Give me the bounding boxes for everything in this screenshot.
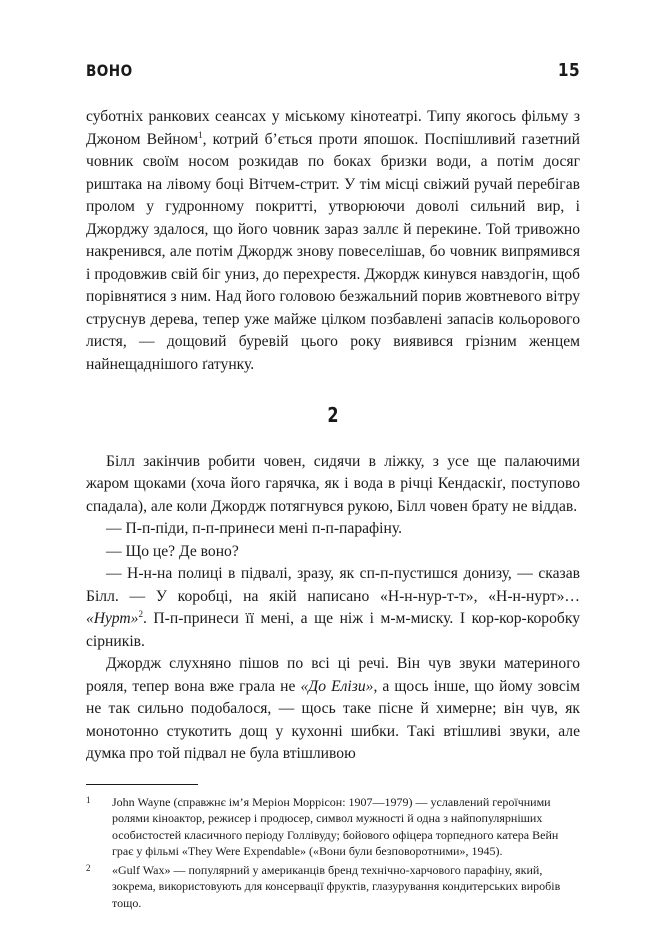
running-head bbox=[86, 60, 580, 84]
section-2-text bbox=[86, 451, 580, 766]
footnote-rule bbox=[86, 784, 198, 785]
italic-title: «Нурт» bbox=[86, 610, 139, 627]
text-run: Білл закінчив робити човен, сидячи в ліжку, з усе ще палаючими жаром щоками (хоча його гарячка, як і вода в річці Кендаскіґ, поступово спадала), але коли Джордж потягнувся рукою, Білл човен брату не віддав. bbox=[86, 452, 580, 515]
footnote-reference: 2 bbox=[138, 608, 143, 619]
paragraph bbox=[86, 563, 580, 653]
text-run: — Що це? Де воно? bbox=[106, 542, 239, 560]
paragraph bbox=[86, 518, 580, 541]
body-text bbox=[86, 106, 580, 766]
section-1-text bbox=[86, 106, 580, 376]
footnote-number: 2 bbox=[86, 862, 91, 873]
running-head-title: ВОНО bbox=[86, 61, 133, 80]
book-page bbox=[86, 60, 580, 913]
text-run: , а щось інше, що йому зовсім не так сильно подобалося, — щось таке пісне й химерне; він чув, як монотонно стукотить дощ у кухонні шибки. Такі втішливі звуки, але думка про той підвал не була втішливою bbox=[86, 677, 580, 762]
paragraph bbox=[86, 653, 580, 766]
footnote-number: 1 bbox=[86, 794, 91, 805]
paragraph bbox=[86, 451, 580, 519]
text-run: Джордж слухняно пішов по всі ці речі. Він чув звуки материного рояля, тепер вона вже грала не bbox=[86, 655, 580, 695]
text-run: — П-п-піди, п-п-принеси мені п-п-парафіну. bbox=[106, 520, 402, 537]
text-run: суботніх ранкових сеансах у міському кінотеатрі. Типу якогось фільму з Джоном Вейном bbox=[86, 108, 580, 148]
text-run: , котрий б’ється проти япошок. Поспішливий газетний човник своїм носом розкидав по боках бризки води, а потім досяг риштака на лівому боці Вітчем-стрит. У тім місці свіжий ручай перебігав пролом у гудронному покритті, утворюючи доволі сильний вир, і Джорджу здалося, що його човник зараз заллє й перекине. Той тривожно накренився, але потім Джордж знову повеселішав, бо човник випрямився і продовжив свій біг униз, до перехрестя. Джордж кинувся навздогін, щоб порівнятися з ним. Над його головою безжальний порив жовтневого вітру струснув дерева, тепер уже майже цілком позбавлені запасів кольорового листя, — дощовий буревій цього року виявився грізним женцем найнещаднішого ґатунку. bbox=[86, 130, 580, 373]
chapter-number bbox=[86, 404, 580, 427]
page-number: 15 bbox=[557, 60, 580, 81]
footnote-text: John Wayne (справжнє ім’я Меріон Моррісон: 1907—1979) — уславлений героїчними ролями кіноактор, режисер і продюсер, символ мужності й одна з найпопулярніших особистостей класичного періоду Голлівуду; бойового офіцера торпедного катера Вейн грає у фільмі «They Were Expendable» («Вони були безповоротними», 1945). bbox=[112, 794, 559, 858]
footnote bbox=[86, 794, 580, 860]
paragraph bbox=[86, 106, 580, 376]
footnote-reference: 1 bbox=[198, 129, 203, 140]
footnote bbox=[86, 862, 580, 912]
text-run: — Н-н-на полиці в підвалі, зразу, як сп-п-пустишся донизу, — сказав Білл. — У коробці, на якій написано «Н-н-нур-т-т», «Н-н-нурт»… bbox=[86, 565, 580, 605]
italic-title: «До Елізи» bbox=[300, 677, 374, 695]
footnotes bbox=[86, 794, 580, 912]
chapter-number-label: 2 bbox=[327, 403, 339, 427]
footnote-text: «Gulf Wax» — популярний у американців бренд технічно-харчового парафіну, який, зокрема, використовують для консервації фруктів, глазурування кондитерських виробів тощо. bbox=[112, 862, 561, 910]
paragraph bbox=[86, 541, 580, 564]
text-run: . П-п-принеси її мені, а ще ніж і м-м-миску. І кор-кор-коробку сірників. bbox=[86, 610, 580, 650]
